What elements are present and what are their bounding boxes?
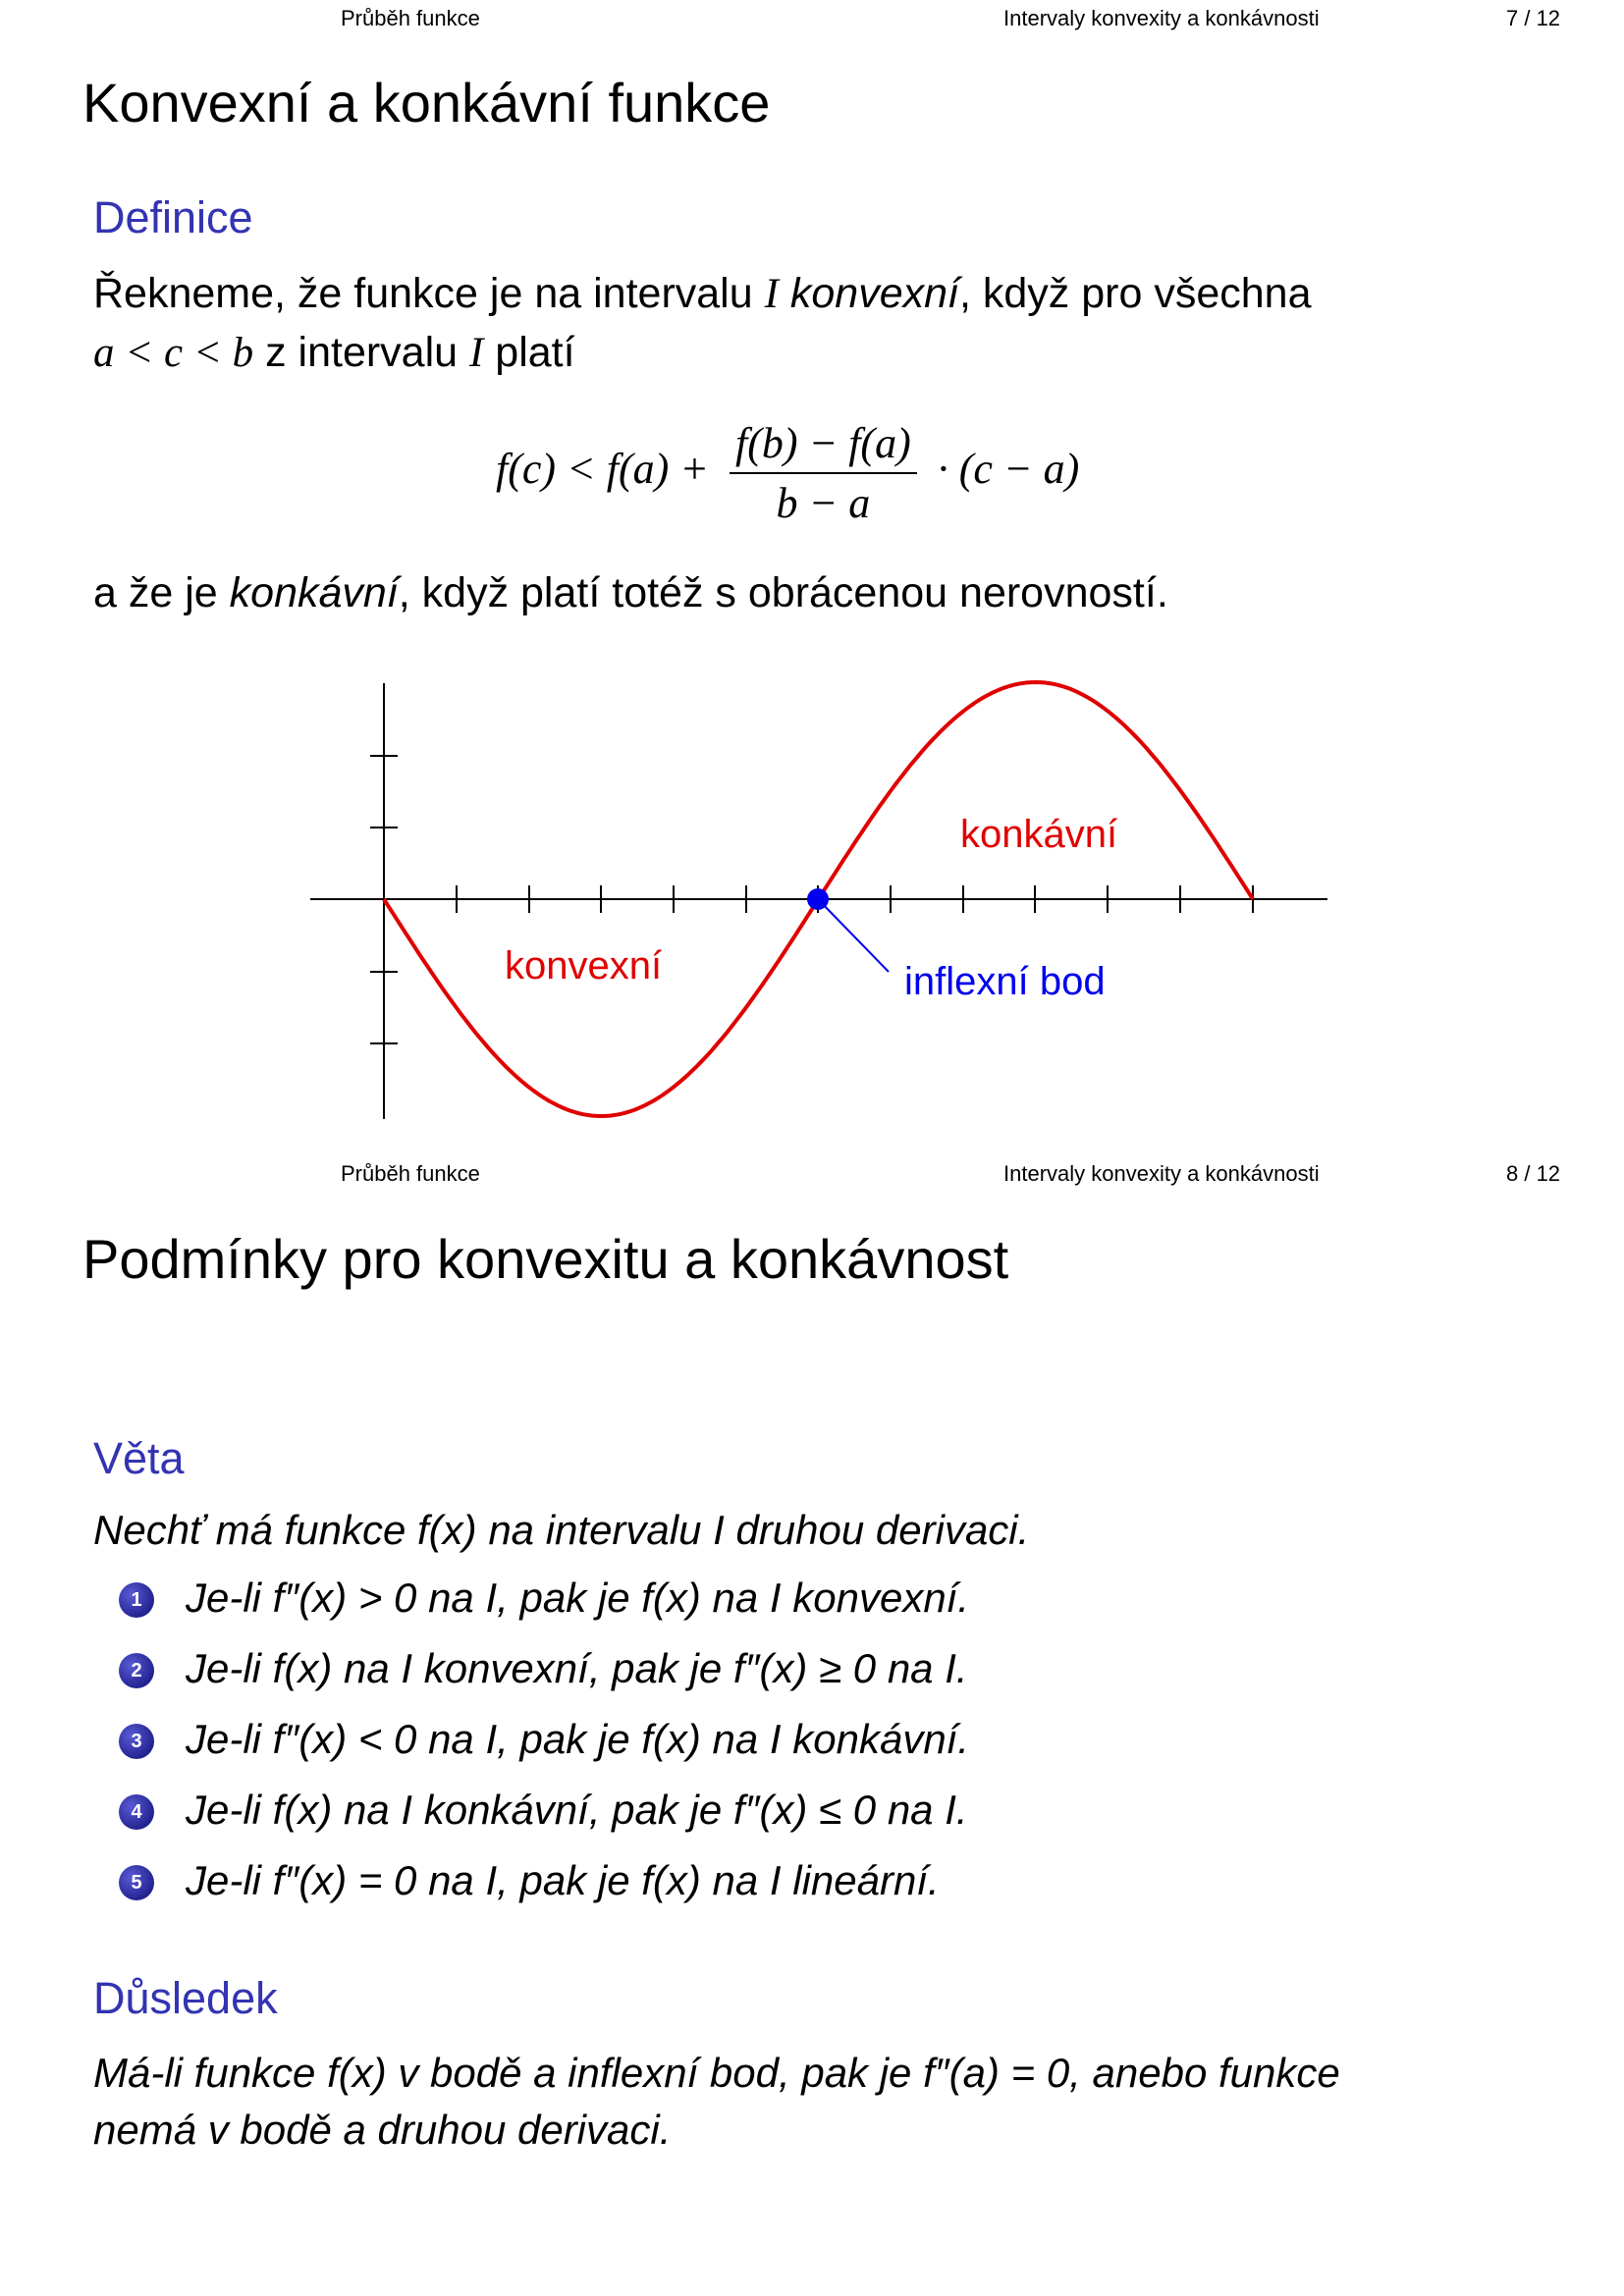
block-title-dusledek: Důsledek [93,1973,278,2023]
math-I: I [764,271,779,317]
term-konvexni: konvexní [789,270,959,317]
inflection-pointer [818,899,889,972]
header-left: Průběh funkce [341,6,480,30]
definition-text: Řekneme, že funkce je na intervalu [93,270,753,317]
page-number: 7 / 12 [1506,6,1561,30]
list-item-text: Je-li f″(x) < 0 na I, pak je f(x) na I konkávní. [186,1716,970,1762]
fraction-numerator: f(b) − f(a) [730,418,917,474]
theorem-intro: Nechť má funkce f(x) na intervalu I druhou derivaci. [93,1507,1030,1553]
math-inequality: a < c < b [93,330,254,376]
definition-text: , když platí totéž s obrácenou nerovností. [398,569,1168,616]
definition-text: z intervalu [265,329,459,376]
formula-right: · (c − a) [937,445,1080,494]
label-inflexni-bod: inflexní bod [904,960,1106,1003]
fraction-denominator: b − a [776,479,871,527]
label-konvexni: konvexní [505,944,663,988]
corollary-line-1: Má-li funkce f(x) v bodě a inflexní bod, pak je f″(a) = 0, anebo funkce [93,2050,1340,2096]
bullet-number: 3 [119,1724,154,1759]
slide-title: Podmínky pro konvexitu a konkávnost [82,1228,1009,1290]
bullet-number: 4 [119,1794,154,1830]
bullet-number: 2 [119,1653,154,1688]
bullet-number: 5 [119,1865,154,1900]
corollary-line-2: nemá v bodě a druhou derivaci. [93,2107,672,2153]
list-item-text: Je-li f″(x) > 0 na I, pak je f(x) na I konvexní. [186,1575,970,1621]
list-item-text: Je-li f″(x) = 0 na I, pak je f(x) na I lineární. [186,1857,940,1903]
block-title-definice: Definice [93,192,253,242]
definition-text: , když pro všechna [959,270,1312,317]
page-number: 8 / 12 [1506,1161,1561,1186]
header-center: Intervaly konvexity a konkávnosti [1003,1161,1320,1186]
header-center: Intervaly konvexity a konkávnosti [1003,6,1320,30]
math-I: I [469,330,484,376]
term-konkavni: konkávní [229,569,399,616]
list-item-text: Je-li f(x) na I konvexní, pak je f″(x) ≥ 0 na I. [186,1645,968,1691]
header-left: Průběh funkce [341,1161,480,1186]
label-konkavni: konkávní [960,813,1118,856]
block-title-veta: Věta [93,1433,185,1483]
formula-left: f(c) < f(a) + [496,445,709,494]
inflection-point [807,888,829,910]
bullet-number: 1 [119,1582,154,1618]
definition-text: a že je [93,569,218,616]
definition-text: platí [495,329,575,376]
slide-title: Konvexní a konkávní funkce [82,72,771,133]
list-item-text: Je-li f(x) na I konkávní, pak je f″(x) ≤ 0 na I. [186,1787,968,1833]
